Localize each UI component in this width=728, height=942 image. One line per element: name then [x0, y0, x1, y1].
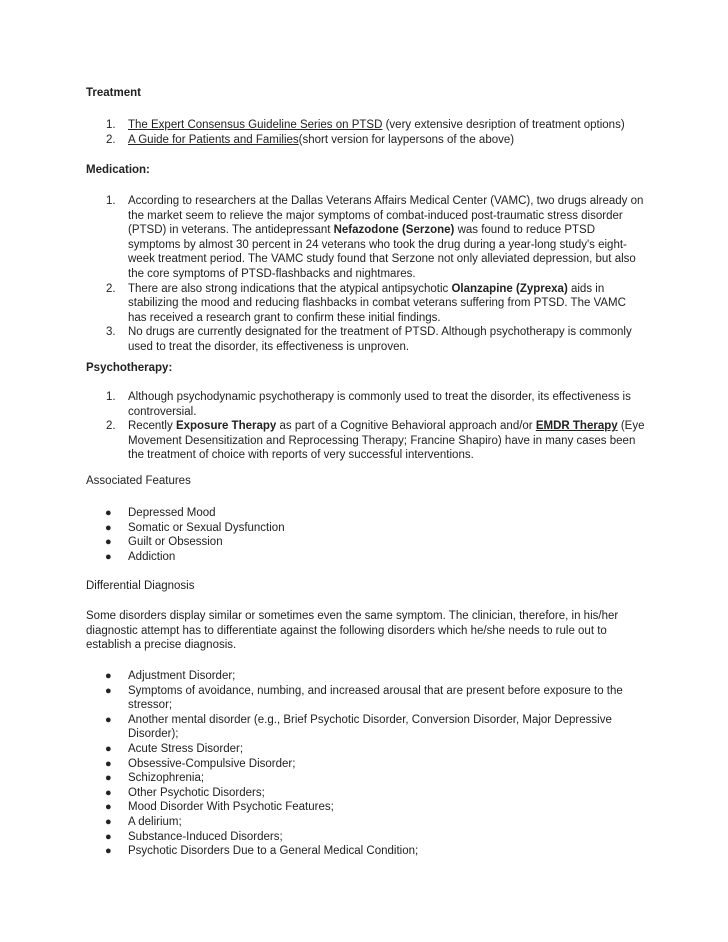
list-item: ● A delirium;	[105, 815, 182, 828]
bullet-icon: ●	[105, 757, 112, 770]
bullet-icon: ●	[105, 845, 112, 858]
medication-heading: Medication:	[86, 164, 150, 176]
list-item: ● Depressed Mood	[105, 507, 216, 519]
bullet-icon: ●	[105, 507, 112, 519]
bullet-icon: ●	[105, 830, 112, 843]
list-item: ● Symptoms of avoidance, numbing, and increased arousal that are present before exposure to the stressor;	[105, 684, 623, 712]
list-item: 2. Recently Exposure Therapy as part of a Cognitive Behavioral approach and/or EMDR Therapy (Eye Movement Desensitization and Reprocessing Therapy; Francine Shapiro) have in many cases been the treatment of choice with reports of very successful interventions.	[106, 420, 645, 462]
psychotherapy-heading: Psychotherapy:	[86, 362, 173, 374]
associated-features-list	[86, 506, 646, 564]
list-item: 3. No drugs are currently designated for the treatment of PTSD. Although psychotherapy is commonly used to treat the disorder, its effectiveness is unproven.	[106, 326, 632, 353]
medication-list	[86, 194, 646, 355]
bullet-icon: ●	[105, 713, 112, 726]
patient-guide-link[interactable]: A Guide for Patients and Families	[128, 133, 299, 146]
bullet-icon: ●	[105, 742, 112, 755]
bullet-icon: ●	[105, 801, 112, 814]
list-item: ● Schizophrenia;	[105, 772, 205, 785]
list-item: ● Adjustment Disorder;	[105, 670, 236, 682]
list-item: ● Somatic or Sexual Dysfunction	[105, 521, 285, 534]
bullet-icon: ●	[105, 521, 112, 534]
list-item: 1. The Expert Consensus Guideline Series on PTSD (very extensive desription of treatment options)	[106, 119, 625, 131]
list-item: ● Obsessive-Compulsive Disorder;	[105, 757, 296, 770]
associated-features-heading: Associated Features	[86, 475, 191, 487]
treatment-heading: Treatment	[86, 87, 141, 99]
bullet-icon: ●	[105, 684, 112, 697]
differential-diagnosis-heading: Differential Diagnosis	[86, 580, 195, 592]
list-item: ● Guilt or Obsession	[105, 536, 223, 549]
bullet-icon: ●	[105, 786, 112, 799]
bullet-icon: ●	[105, 815, 112, 828]
list-item: ● Substance-Induced Disorders;	[105, 830, 283, 843]
list-item: 1. Although psychodynamic psychotherapy is commonly used to treat the disorder, its effectiveness is controversial.	[106, 391, 631, 418]
differential-intro: Some disorders display similar or sometimes even the same symptom. The clinician, therefore, in his/her diagnostic attempt has to differentiate against the following disorders which he/she needs to rule out to establish a precise diagnosis.	[86, 610, 619, 652]
differential-list	[86, 669, 646, 859]
list-item: ● Other Psychotic Disorders;	[105, 786, 265, 799]
list-item: 2. There are also strong indications that the atypical antipsychotic Olanzapine (Zyprexa) aids in stabilizing the mood and reducing flashbacks in combat veterans suffering from PTSD. The VAMC has received a research grant to confirm these initial findings.	[106, 282, 626, 324]
psychotherapy-list	[86, 390, 646, 463]
expert-consensus-link[interactable]: The Expert Consensus Guideline Series on PTSD	[128, 119, 383, 131]
bullet-icon: ●	[105, 772, 112, 785]
list-item: ● Mood Disorder With Psychotic Features;	[105, 801, 334, 814]
bullet-icon: ●	[105, 536, 112, 549]
bullet-icon: ●	[105, 670, 112, 682]
list-item: ● Another mental disorder (e.g., Brief Psychotic Disorder, Conversion Disorder, Major Depressive Disorder);	[105, 713, 612, 741]
list-item: ● Acute Stress Disorder;	[105, 742, 244, 755]
list-item: 2. A Guide for Patients and Families(short version for laypersons of the above)	[106, 133, 515, 146]
list-item: 1. According to researchers at the Dallas Veterans Affairs Medical Center (VAMC), two drugs already on the market seem to relieve the major symptoms of combat-induced post-traumatic stress disorder (PTSD) in veterans. The antidepressant Nefazodone (Serzone) was found to reduce PTSD symptoms by almost 30 percent in 24 veterans who took the drug during a year-long study's eight-week treatment period. The VAMC study found that Serzone not only alleviated depression, but also the core symptoms of PTSD-flashbacks and nightmares.	[106, 195, 644, 280]
list-item: ● Psychotic Disorders Due to a General Medical Condition;	[105, 845, 419, 858]
bullet-icon: ●	[105, 550, 112, 563]
emdr-therapy-link[interactable]: EMDR Therapy	[535, 420, 618, 433]
list-item: ● Addiction	[105, 550, 176, 563]
treatment-list	[86, 118, 646, 147]
